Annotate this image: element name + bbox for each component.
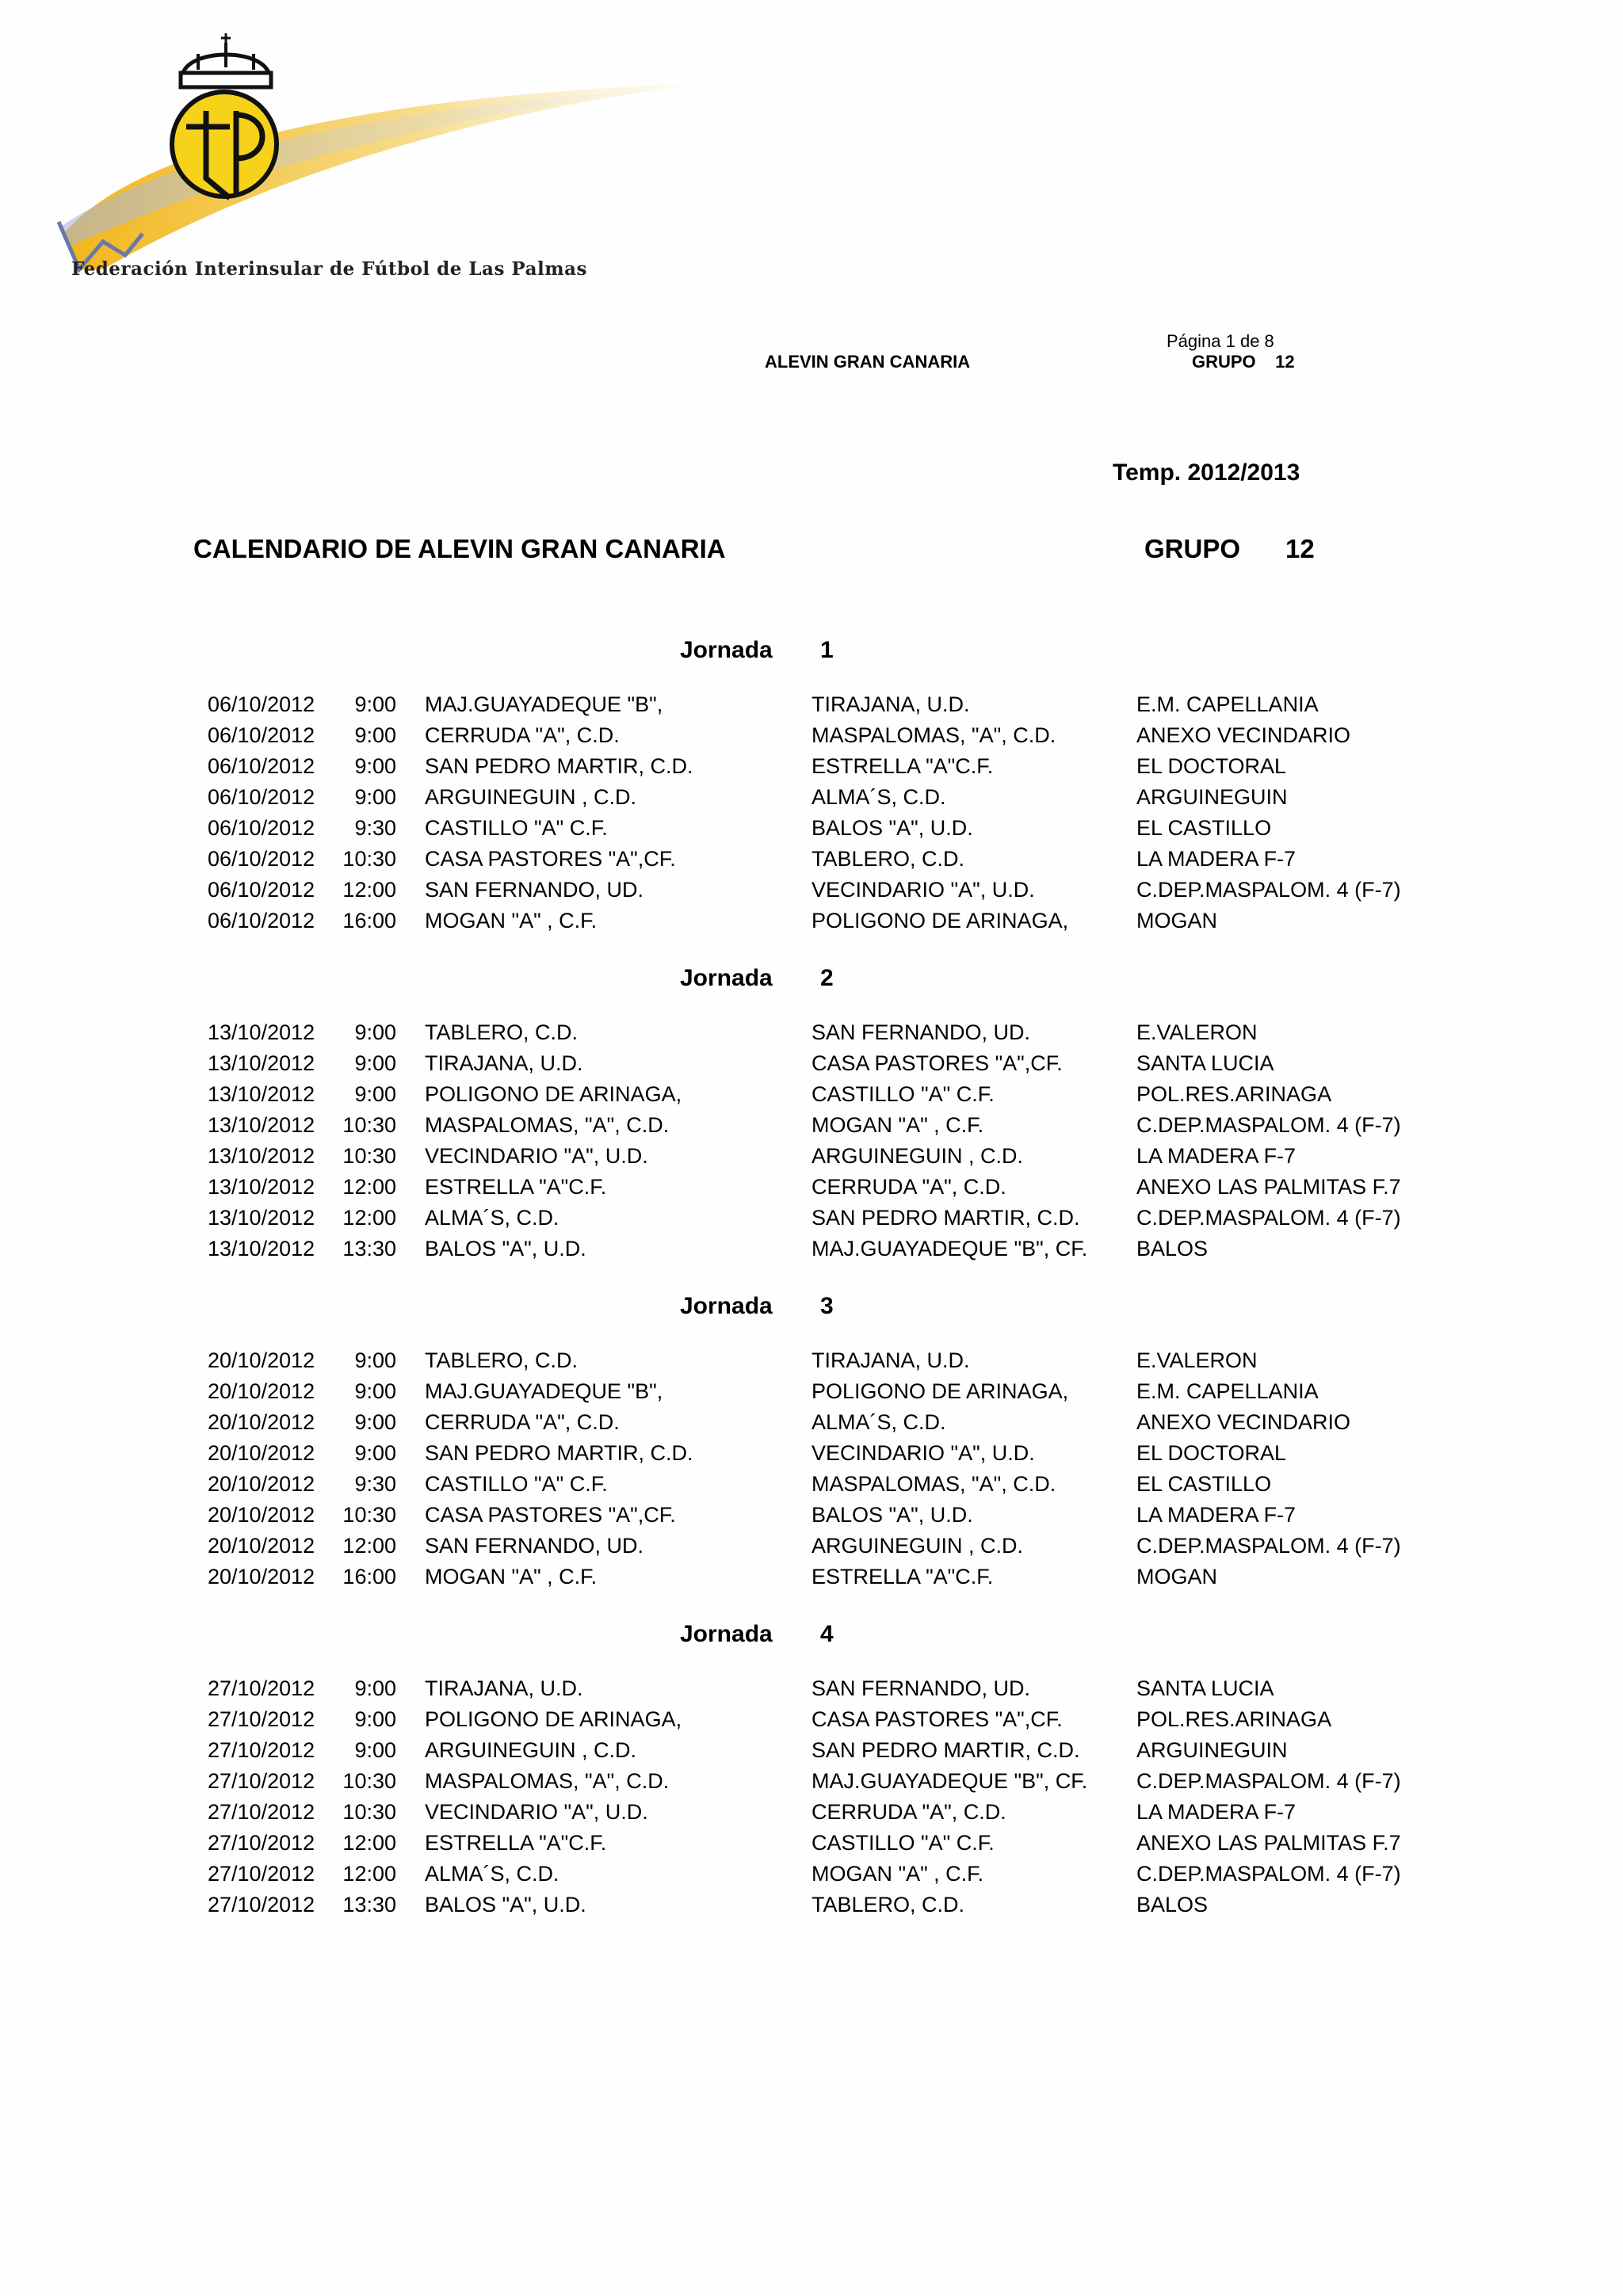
match-venue: BALOS xyxy=(1136,1237,1209,1261)
home-team: ESTRELLA "A"C.F. xyxy=(425,1175,607,1199)
home-team: MOGAN "A" , C.F. xyxy=(425,1565,598,1589)
match-time: 13:30 xyxy=(342,1237,396,1261)
match-date: 13/10/2012 xyxy=(208,1144,315,1168)
home-team: BALOS "A", U.D. xyxy=(425,1237,586,1261)
match-venue: C.DEP.MASPALOM. 4 (F-7) xyxy=(1136,1206,1401,1230)
match-date: 06/10/2012 xyxy=(208,723,315,747)
round-header xyxy=(0,965,1623,1020)
away-team: ARGUINEGUIN , C.D. xyxy=(812,1144,1024,1168)
home-team: ARGUINEGUIN , C.D. xyxy=(425,1738,637,1762)
home-team: CERRUDA "A", C.D. xyxy=(425,1410,620,1434)
match-venue: ARGUINEGUIN xyxy=(1136,785,1288,809)
match-venue: EL DOCTORAL xyxy=(1136,754,1287,778)
match-venue: C.DEP.MASPALOM. 4 (F-7) xyxy=(1136,1769,1401,1793)
match-row xyxy=(0,1472,1623,1503)
round-number: 4 xyxy=(820,1621,834,1647)
home-team: SAN FERNANDO, UD. xyxy=(425,878,644,902)
match-date: 20/10/2012 xyxy=(208,1348,315,1372)
away-team: MASPALOMAS, "A", C.D. xyxy=(812,1472,1056,1496)
home-team: ARGUINEGUIN , C.D. xyxy=(425,785,637,809)
match-row xyxy=(0,1237,1623,1268)
home-team: ALMA´S, C.D. xyxy=(425,1206,559,1230)
match-time: 12:00 xyxy=(342,1862,396,1886)
match-time: 9:00 xyxy=(354,1410,396,1434)
match-time: 9:00 xyxy=(354,1051,396,1075)
home-team: CASTILLO "A" C.F. xyxy=(425,1472,608,1496)
match-venue: C.DEP.MASPALOM. 4 (F-7) xyxy=(1136,1862,1401,1886)
match-date: 20/10/2012 xyxy=(208,1565,315,1589)
match-venue: E.M. CAPELLANIA xyxy=(1136,1379,1319,1403)
match-row xyxy=(0,1206,1623,1237)
away-team: CASA PASTORES "A",CF. xyxy=(812,1707,1063,1731)
match-date: 06/10/2012 xyxy=(208,692,315,716)
match-row xyxy=(0,723,1623,754)
match-date: 06/10/2012 xyxy=(208,847,315,871)
match-time: 9:00 xyxy=(354,754,396,778)
match-venue: MOGAN xyxy=(1136,909,1218,933)
match-row xyxy=(0,1348,1623,1379)
home-team: SAN PEDRO MARTIR, C.D. xyxy=(425,1441,693,1465)
match-date: 13/10/2012 xyxy=(208,1237,315,1261)
match-row xyxy=(0,816,1623,847)
match-date: 27/10/2012 xyxy=(208,1707,315,1731)
match-time: 10:30 xyxy=(342,1769,396,1793)
away-team: POLIGONO DE ARINAGA, xyxy=(812,909,1069,933)
match-row xyxy=(0,1769,1623,1800)
match-list xyxy=(0,1348,1623,1596)
round-header xyxy=(0,1621,1623,1676)
match-venue: ANEXO LAS PALMITAS F.7 xyxy=(1136,1175,1401,1199)
round-4 xyxy=(0,1621,1623,1949)
match-row xyxy=(0,878,1623,909)
match-date: 20/10/2012 xyxy=(208,1441,315,1465)
round-number: 3 xyxy=(820,1293,834,1319)
match-time: 12:00 xyxy=(342,1206,396,1230)
match-date: 20/10/2012 xyxy=(208,1379,315,1403)
match-time: 9:00 xyxy=(354,1707,396,1731)
away-team: SAN PEDRO MARTIR, C.D. xyxy=(812,1738,1080,1762)
away-team: CERRUDA "A", C.D. xyxy=(812,1800,1006,1824)
match-venue: LA MADERA F-7 xyxy=(1136,847,1296,871)
match-date: 13/10/2012 xyxy=(208,1020,315,1044)
home-team: MOGAN "A" , C.F. xyxy=(425,909,598,933)
away-team: VECINDARIO "A", U.D. xyxy=(812,1441,1035,1465)
match-venue: E.VALERON xyxy=(1136,1348,1258,1372)
match-row xyxy=(0,1800,1623,1831)
match-list xyxy=(0,1020,1623,1268)
match-date: 27/10/2012 xyxy=(208,1676,315,1700)
match-date: 06/10/2012 xyxy=(208,754,315,778)
match-venue: E.M. CAPELLANIA xyxy=(1136,692,1319,716)
match-row xyxy=(0,1893,1623,1924)
away-team: ARGUINEGUIN , C.D. xyxy=(812,1534,1024,1558)
match-time: 12:00 xyxy=(342,1534,396,1558)
match-venue: C.DEP.MASPALOM. 4 (F-7) xyxy=(1136,878,1401,902)
away-team: BALOS "A", U.D. xyxy=(812,1503,973,1527)
match-date: 13/10/2012 xyxy=(208,1051,315,1075)
match-venue: POL.RES.ARINAGA xyxy=(1136,1707,1332,1731)
match-row xyxy=(0,1082,1623,1113)
match-row xyxy=(0,1113,1623,1144)
match-time: 10:30 xyxy=(342,1503,396,1527)
match-row xyxy=(0,1379,1623,1410)
match-venue: ARGUINEGUIN xyxy=(1136,1738,1288,1762)
away-team: BALOS "A", U.D. xyxy=(812,816,973,840)
match-venue: ANEXO VECINDARIO xyxy=(1136,723,1351,747)
away-team: CERRUDA "A", C.D. xyxy=(812,1175,1006,1199)
match-venue: ANEXO VECINDARIO xyxy=(1136,1410,1351,1434)
match-row xyxy=(0,1565,1623,1596)
match-time: 13:30 xyxy=(342,1893,396,1917)
round-number: 2 xyxy=(820,965,834,991)
home-team: TABLERO, C.D. xyxy=(425,1020,579,1044)
match-time: 9:00 xyxy=(354,1082,396,1106)
home-team: ESTRELLA "A"C.F. xyxy=(425,1831,607,1855)
match-time: 12:00 xyxy=(342,1831,396,1855)
match-date: 06/10/2012 xyxy=(208,785,315,809)
match-time: 9:00 xyxy=(354,1676,396,1700)
away-team: TIRAJANA, U.D. xyxy=(812,692,970,716)
home-team: TABLERO, C.D. xyxy=(425,1348,579,1372)
match-venue: EL CASTILLO xyxy=(1136,816,1272,840)
match-row xyxy=(0,1738,1623,1769)
season-label: Temp. 2012/2013 xyxy=(1113,460,1300,486)
match-date: 13/10/2012 xyxy=(208,1082,315,1106)
round-label: Jornada xyxy=(680,1293,773,1319)
home-team: VECINDARIO "A", U.D. xyxy=(425,1144,648,1168)
match-venue: C.DEP.MASPALOM. 4 (F-7) xyxy=(1136,1534,1401,1558)
match-venue: BALOS xyxy=(1136,1893,1209,1917)
match-time: 10:30 xyxy=(342,1800,396,1824)
away-team: MAJ.GUAYADEQUE "B", CF. xyxy=(812,1769,1088,1793)
away-team: CASTILLO "A" C.F. xyxy=(812,1082,995,1106)
match-venue: LA MADERA F-7 xyxy=(1136,1800,1296,1824)
match-venue: E.VALERON xyxy=(1136,1020,1258,1044)
match-row xyxy=(0,1051,1623,1082)
match-date: 27/10/2012 xyxy=(208,1831,315,1855)
round-label: Jornada xyxy=(680,965,773,991)
match-row xyxy=(0,1144,1623,1175)
round-label: Jornada xyxy=(680,1621,773,1647)
home-team: MASPALOMAS, "A", C.D. xyxy=(425,1113,670,1137)
home-team: POLIGONO DE ARINAGA, xyxy=(425,1082,682,1106)
match-date: 27/10/2012 xyxy=(208,1800,315,1824)
match-date: 27/10/2012 xyxy=(208,1769,315,1793)
match-date: 20/10/2012 xyxy=(208,1534,315,1558)
match-time: 9:00 xyxy=(354,1738,396,1762)
away-team: ALMA´S, C.D. xyxy=(812,785,946,809)
home-team: CERRUDA "A", C.D. xyxy=(425,723,620,747)
match-time: 9:00 xyxy=(354,785,396,809)
home-team: MASPALOMAS, "A", C.D. xyxy=(425,1769,670,1793)
home-team: ALMA´S, C.D. xyxy=(425,1862,559,1886)
match-row xyxy=(0,785,1623,816)
round-number: 1 xyxy=(820,637,834,663)
round-header xyxy=(0,1293,1623,1348)
home-team: CASA PASTORES "A",CF. xyxy=(425,847,676,871)
match-date: 13/10/2012 xyxy=(208,1206,315,1230)
page-number: Página 1 de 8 xyxy=(1167,331,1274,351)
home-team: POLIGONO DE ARINAGA, xyxy=(425,1707,682,1731)
away-team: MASPALOMAS, "A", C.D. xyxy=(812,723,1056,747)
group-number: 12 xyxy=(1285,534,1315,563)
schedule xyxy=(0,637,1623,1949)
away-team: ALMA´S, C.D. xyxy=(812,1410,946,1434)
match-venue: LA MADERA F-7 xyxy=(1136,1144,1296,1168)
match-date: 27/10/2012 xyxy=(208,1862,315,1886)
match-venue: POL.RES.ARINAGA xyxy=(1136,1082,1332,1106)
match-row xyxy=(0,1707,1623,1738)
match-venue: MOGAN xyxy=(1136,1565,1218,1589)
match-time: 12:00 xyxy=(342,878,396,902)
match-time: 10:30 xyxy=(342,1144,396,1168)
match-date: 20/10/2012 xyxy=(208,1503,315,1527)
away-team: VECINDARIO "A", U.D. xyxy=(812,878,1035,902)
match-row xyxy=(0,1503,1623,1534)
away-team: TABLERO, C.D. xyxy=(812,1893,965,1917)
match-time: 9:00 xyxy=(354,1379,396,1403)
match-time: 16:00 xyxy=(342,909,396,933)
away-team: TABLERO, C.D. xyxy=(812,847,965,871)
away-team: CASTILLO "A" C.F. xyxy=(812,1831,995,1855)
match-row xyxy=(0,1676,1623,1707)
match-row xyxy=(0,1020,1623,1051)
federation-logo xyxy=(48,32,713,293)
away-team: SAN FERNANDO, UD. xyxy=(812,1676,1031,1700)
match-list xyxy=(0,692,1623,940)
match-list xyxy=(0,1676,1623,1924)
match-venue: ANEXO LAS PALMITAS F.7 xyxy=(1136,1831,1401,1855)
away-team: ESTRELLA "A"C.F. xyxy=(812,1565,994,1589)
match-time: 9:00 xyxy=(354,1348,396,1372)
match-row xyxy=(0,909,1623,940)
away-team: ESTRELLA "A"C.F. xyxy=(812,754,994,778)
away-team: TIRAJANA, U.D. xyxy=(812,1348,970,1372)
home-team: CASA PASTORES "A",CF. xyxy=(425,1503,676,1527)
home-team: MAJ.GUAYADEQUE "B", xyxy=(425,1379,663,1403)
round-1 xyxy=(0,637,1623,965)
match-date: 27/10/2012 xyxy=(208,1738,315,1762)
home-team: BALOS "A", U.D. xyxy=(425,1893,586,1917)
header-group: GRUPO 12 xyxy=(1192,352,1295,372)
match-time: 12:00 xyxy=(342,1175,396,1199)
match-time: 16:00 xyxy=(342,1565,396,1589)
home-team: SAN FERNANDO, UD. xyxy=(425,1534,644,1558)
match-time: 9:00 xyxy=(354,1020,396,1044)
match-row xyxy=(0,1410,1623,1441)
match-row xyxy=(0,847,1623,878)
match-date: 06/10/2012 xyxy=(208,878,315,902)
match-venue: C.DEP.MASPALOM. 4 (F-7) xyxy=(1136,1113,1401,1137)
home-team: MAJ.GUAYADEQUE "B", xyxy=(425,692,663,716)
page-title: CALENDARIO DE ALEVIN GRAN CANARIA xyxy=(193,534,726,563)
match-row xyxy=(0,692,1623,723)
match-time: 9:30 xyxy=(354,816,396,840)
round-label: Jornada xyxy=(680,637,773,663)
match-venue: SANTA LUCIA xyxy=(1136,1676,1274,1700)
round-3 xyxy=(0,1293,1623,1621)
match-date: 27/10/2012 xyxy=(208,1893,315,1917)
home-team: TIRAJANA, U.D. xyxy=(425,1051,583,1075)
match-date: 13/10/2012 xyxy=(208,1175,315,1199)
match-venue: EL CASTILLO xyxy=(1136,1472,1272,1496)
match-date: 06/10/2012 xyxy=(208,816,315,840)
match-date: 20/10/2012 xyxy=(208,1410,315,1434)
round-header xyxy=(0,637,1623,692)
match-row xyxy=(0,1831,1623,1862)
home-team: VECINDARIO "A", U.D. xyxy=(425,1800,648,1824)
round-2 xyxy=(0,965,1623,1293)
home-team: CASTILLO "A" C.F. xyxy=(425,816,608,840)
away-team: MOGAN "A" , C.F. xyxy=(812,1113,984,1137)
match-date: 13/10/2012 xyxy=(208,1113,315,1137)
match-time: 9:00 xyxy=(354,692,396,716)
home-team: SAN PEDRO MARTIR, C.D. xyxy=(425,754,693,778)
away-team: CASA PASTORES "A",CF. xyxy=(812,1051,1063,1075)
match-row xyxy=(0,754,1623,785)
away-team: SAN PEDRO MARTIR, C.D. xyxy=(812,1206,1080,1230)
match-time: 10:30 xyxy=(342,1113,396,1137)
match-time: 10:30 xyxy=(342,847,396,871)
header-competition: ALEVIN GRAN CANARIA xyxy=(765,352,971,372)
match-time: 9:00 xyxy=(354,1441,396,1465)
match-row xyxy=(0,1441,1623,1472)
away-team: MOGAN "A" , C.F. xyxy=(812,1862,984,1886)
match-venue: LA MADERA F-7 xyxy=(1136,1503,1296,1527)
match-row xyxy=(0,1534,1623,1565)
away-team: SAN FERNANDO, UD. xyxy=(812,1020,1031,1044)
match-venue: SANTA LUCIA xyxy=(1136,1051,1274,1075)
match-venue: EL DOCTORAL xyxy=(1136,1441,1287,1465)
group-label: GRUPO xyxy=(1144,534,1241,563)
match-date: 20/10/2012 xyxy=(208,1472,315,1496)
home-team: TIRAJANA, U.D. xyxy=(425,1676,583,1700)
away-team: MAJ.GUAYADEQUE "B", CF. xyxy=(812,1237,1088,1261)
match-row xyxy=(0,1862,1623,1893)
match-time: 9:30 xyxy=(354,1472,396,1496)
match-row xyxy=(0,1175,1623,1206)
match-date: 06/10/2012 xyxy=(208,909,315,933)
match-time: 9:00 xyxy=(354,723,396,747)
away-team: POLIGONO DE ARINAGA, xyxy=(812,1379,1069,1403)
organization-name: Federación Interinsular de Fútbol de Las Palmas xyxy=(71,258,587,280)
